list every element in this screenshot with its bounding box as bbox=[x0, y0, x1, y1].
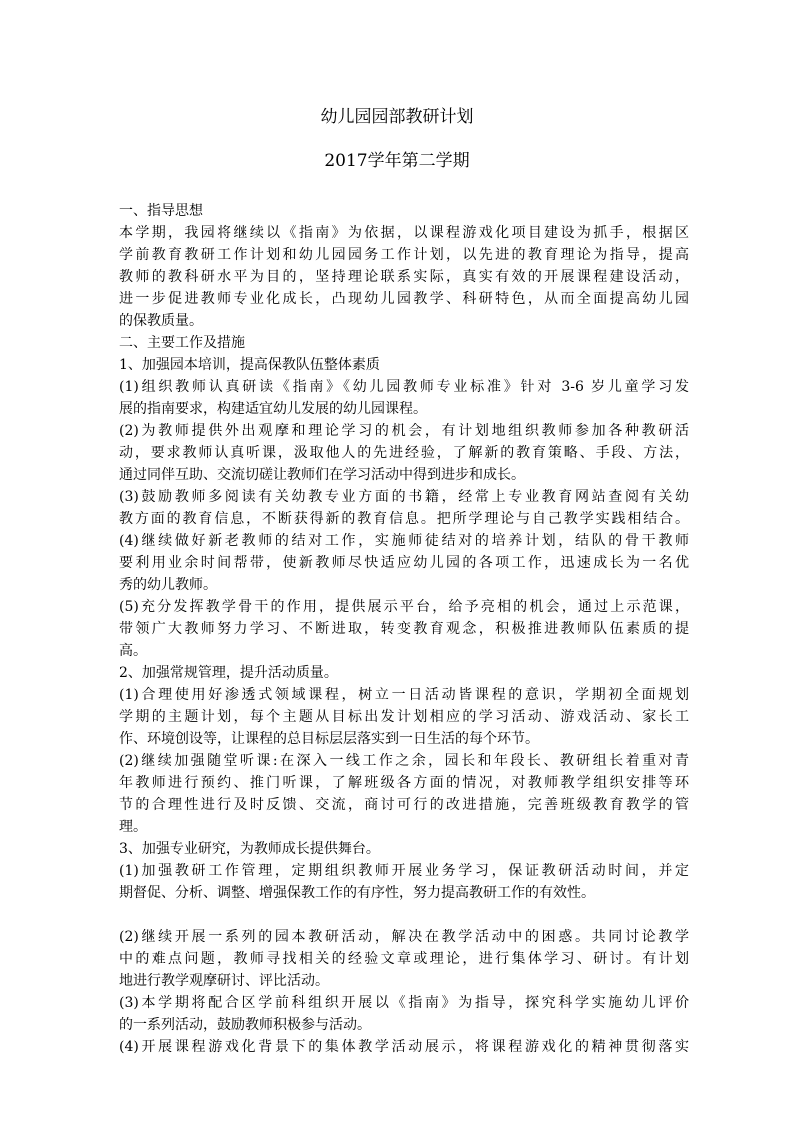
document-subtitle: 2017学年第二学期 bbox=[324, 151, 470, 171]
paragraph-line: 展的指南要求，构建适宜幼儿发展的幼儿园课程。 bbox=[119, 401, 427, 417]
paragraph-line: (2)继续开展一系列的园本教研活动，解决在教学活动中的困惑。共同讨论教学 bbox=[119, 929, 689, 945]
paragraph-line: (3)鼓励教师多阅读有关幼教专业方面的书籍，经常上专业教育网站查阅有关幼 bbox=[119, 489, 689, 505]
paragraph-line: (5)充分发挥教学骨干的作用，提供展示平台，给予亮相的机会，通过上示范课， bbox=[119, 599, 689, 615]
paragraph-line: 中的难点问题，教师寻找相关的经验文章或理论，进行集体学习、研讨。有计划 bbox=[119, 951, 689, 967]
paragraph-line: 高。 bbox=[119, 643, 147, 659]
paragraph-line: 本学期，我园将继续以《指南》为依据，以课程游戏化项目建设为抓手，根据区 bbox=[119, 225, 689, 241]
paragraph-line: 2、加强常规管理，提升活动质量。 bbox=[119, 665, 338, 681]
paragraph-line: 教师的教科研水平为目的，坚持理论联系实际，真实有效的开展课程建设活动， bbox=[119, 269, 689, 285]
paragraph-line: 的保教质量。 bbox=[119, 313, 203, 329]
paragraph-line: 学期的主题计划，每个主题从目标出发计划相应的学习活动、游戏活动、家长工 bbox=[119, 709, 689, 725]
paragraph-line: 3、加强专业研究，为教师成长提供舞台。 bbox=[119, 841, 380, 857]
paragraph-line: 秀的幼儿教师。 bbox=[119, 577, 217, 593]
paragraph-line: 年教师进行预约、推门听课，了解班级各方面的情况，对教师教学组织安排等环 bbox=[119, 775, 689, 791]
paragraph-line: (4)开展课程游戏化背景下的集体教学活动展示，将课程游戏化的精神贯彻落实 bbox=[119, 1039, 689, 1055]
paragraph-line: 要利用业余时间帮带，使新教师尽快适应幼儿园的各项工作，迅速成长为一名优 bbox=[119, 555, 689, 571]
paragraph-line: (1)合理使用好渗透式领域课程，树立一日活动皆课程的意识，学期初全面规划 bbox=[119, 687, 689, 703]
paragraph-line: (4)继续做好新老教师的结对工作，实施师徒结对的培养计划，结队的骨干教师 bbox=[119, 533, 689, 549]
paragraph-line: (2)继续加强随堂听课:在深入一线工作之余，园长和年段长、教研组长着重对青 bbox=[119, 753, 689, 769]
paragraph-line: 的一系列活动，鼓励教师积极参与活动。 bbox=[119, 1017, 371, 1033]
paragraph-line: 1、加强园本培训，提高保教队伍整体素质 bbox=[119, 357, 380, 373]
paragraph-line: 进一步促进教师专业化成长，凸现幼儿园教学、科研特色，从而全面提高幼儿园 bbox=[119, 291, 689, 307]
paragraph-line: (1)加强教研工作管理，定期组织教师开展业务学习，保证教研活动时间，并定 bbox=[119, 863, 689, 879]
paragraph-line: 一、指导思想 bbox=[119, 203, 203, 219]
paragraph-line: 动，要求教师认真听课，汲取他人的先进经验，了解新的教育策略、手段、方法， bbox=[119, 445, 689, 461]
paragraph-line: 教方面的教育信息，不断获得新的教育信息。把所学理论与自己教学实践相结合。 bbox=[119, 511, 689, 527]
paragraph-line: 二、主要工作及措施 bbox=[119, 335, 245, 351]
paragraph-line: 作、环境创设等，让课程的总目标层层落实到一日生活的每个环节。 bbox=[119, 731, 539, 747]
paragraph-line: 学前教育教研工作计划和幼儿园园务工作计划，以先进的教育理论为指导，提高 bbox=[119, 247, 689, 263]
paragraph-line: (2)为教师提供外出观摩和理论学习的机会，有计划地组织教师参加各种教研活 bbox=[119, 423, 689, 439]
paragraph-line: (1)组织教师认真研读《指南》《幼儿园教师专业标准》针对 3-6 岁儿童学习发 bbox=[119, 379, 689, 395]
paragraph-line: 通过同伴互助、交流切磋让教师们在学习活动中得到进步和成长。 bbox=[119, 467, 525, 483]
paragraph-line: 节的合理性进行及时反馈、交流，商讨可行的改进措施，完善班级教育教学的管 bbox=[119, 797, 689, 813]
document-title: 幼儿园园部教研计划 bbox=[320, 107, 474, 127]
blank-line bbox=[119, 904, 689, 926]
document-body bbox=[119, 200, 689, 1058]
paragraph-line: 地进行教学观摩研讨、评比活动。 bbox=[119, 973, 329, 989]
paragraph-line: 带领广大教师努力学习、不断进取，转变教育观念，积极推进教师队伍素质的提 bbox=[119, 621, 689, 637]
paragraph-line: (3)本学期将配合区学前科组织开展以《指南》为指导，探究科学实施幼儿评价 bbox=[119, 995, 689, 1011]
paragraph-line: 期督促、分析、调整、增强保教工作的有序性，努力提高教研工作的有效性。 bbox=[119, 885, 595, 901]
paragraph-line: 理。 bbox=[119, 819, 147, 835]
